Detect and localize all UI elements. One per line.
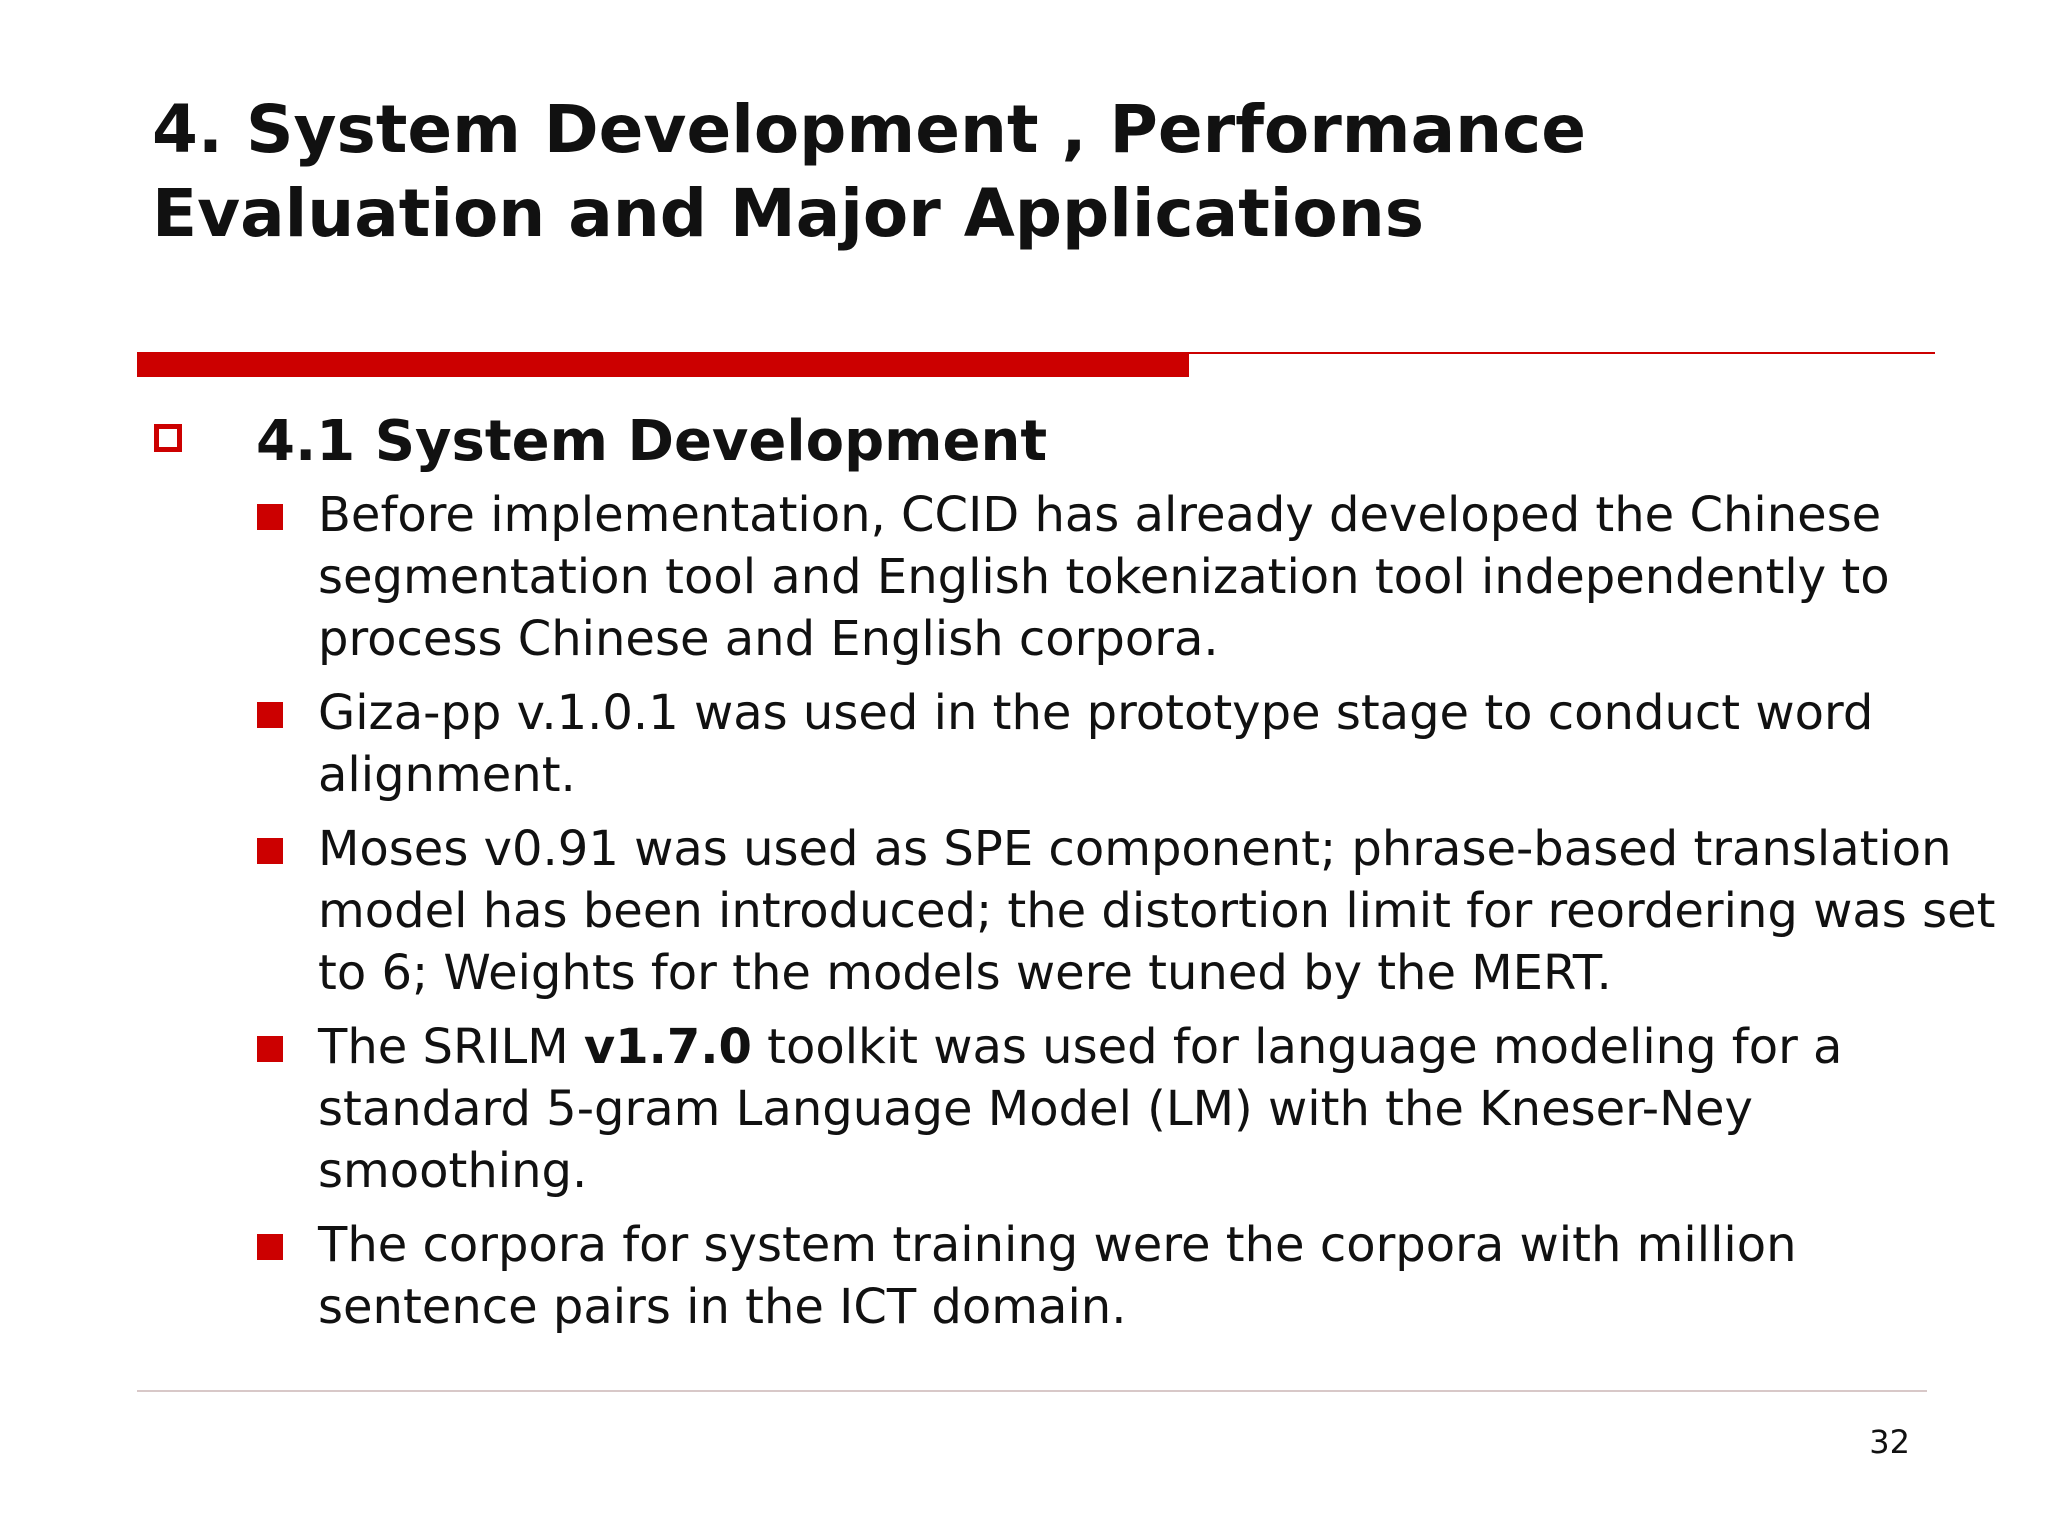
slide-title [152, 88, 1952, 256]
hollow-square-icon [154, 424, 182, 452]
bullet-item [152, 818, 2018, 1004]
section-header [152, 404, 1952, 484]
slide-title-line-1: 4. System Development , Performance [152, 91, 1586, 168]
bullet-list [152, 484, 1996, 1338]
filled-square-icon [257, 838, 283, 864]
bullet-item [152, 1016, 2018, 1202]
filled-square-icon [257, 504, 283, 530]
title-underline-thin [1189, 352, 1935, 354]
title-underline-thick [137, 352, 1189, 377]
bullet-text: Giza-pp v.1.0.1 was used in the prototype stage to conduct word alignment. [318, 685, 1874, 803]
bullet-text-bold-version: v1.7.0 [583, 1019, 752, 1075]
bullet-item [152, 484, 2018, 670]
bullet-item [152, 682, 2018, 806]
filled-square-icon [257, 702, 283, 728]
page-number: 32 [1869, 1423, 1910, 1461]
bullet-text-after: toolkit was used for language modeling for a standard 5-gram Language Model (LM) with the Kneser-Ney smoothing. [318, 1019, 1843, 1199]
filled-square-icon [257, 1036, 283, 1062]
slide-title-line-2: Evaluation and Major Applications [152, 175, 1424, 252]
bullet-text: Before implementation, CCID has already developed the Chinese segmentation tool and English tokenization tool independently to process Chinese and English corpora. [318, 487, 1890, 667]
bullet-text: Moses v0.91 was used as SPE component; phrase-based translation model has been introduced; the distortion limit for reordering was set to 6; Weights for the models were tuned by the MERT. [318, 821, 1996, 1001]
bullet-text-before: The SRILM [318, 1019, 584, 1075]
bullet-text: The corpora for system training were the corpora with million sentence pairs in the ICT domain. [318, 1217, 1797, 1335]
section-system-development [152, 404, 1996, 1350]
bullet-item [152, 1214, 2018, 1338]
filled-square-icon [257, 1234, 283, 1260]
section-title: 4.1 System Development [256, 409, 1048, 474]
footer-divider [137, 1390, 1927, 1392]
